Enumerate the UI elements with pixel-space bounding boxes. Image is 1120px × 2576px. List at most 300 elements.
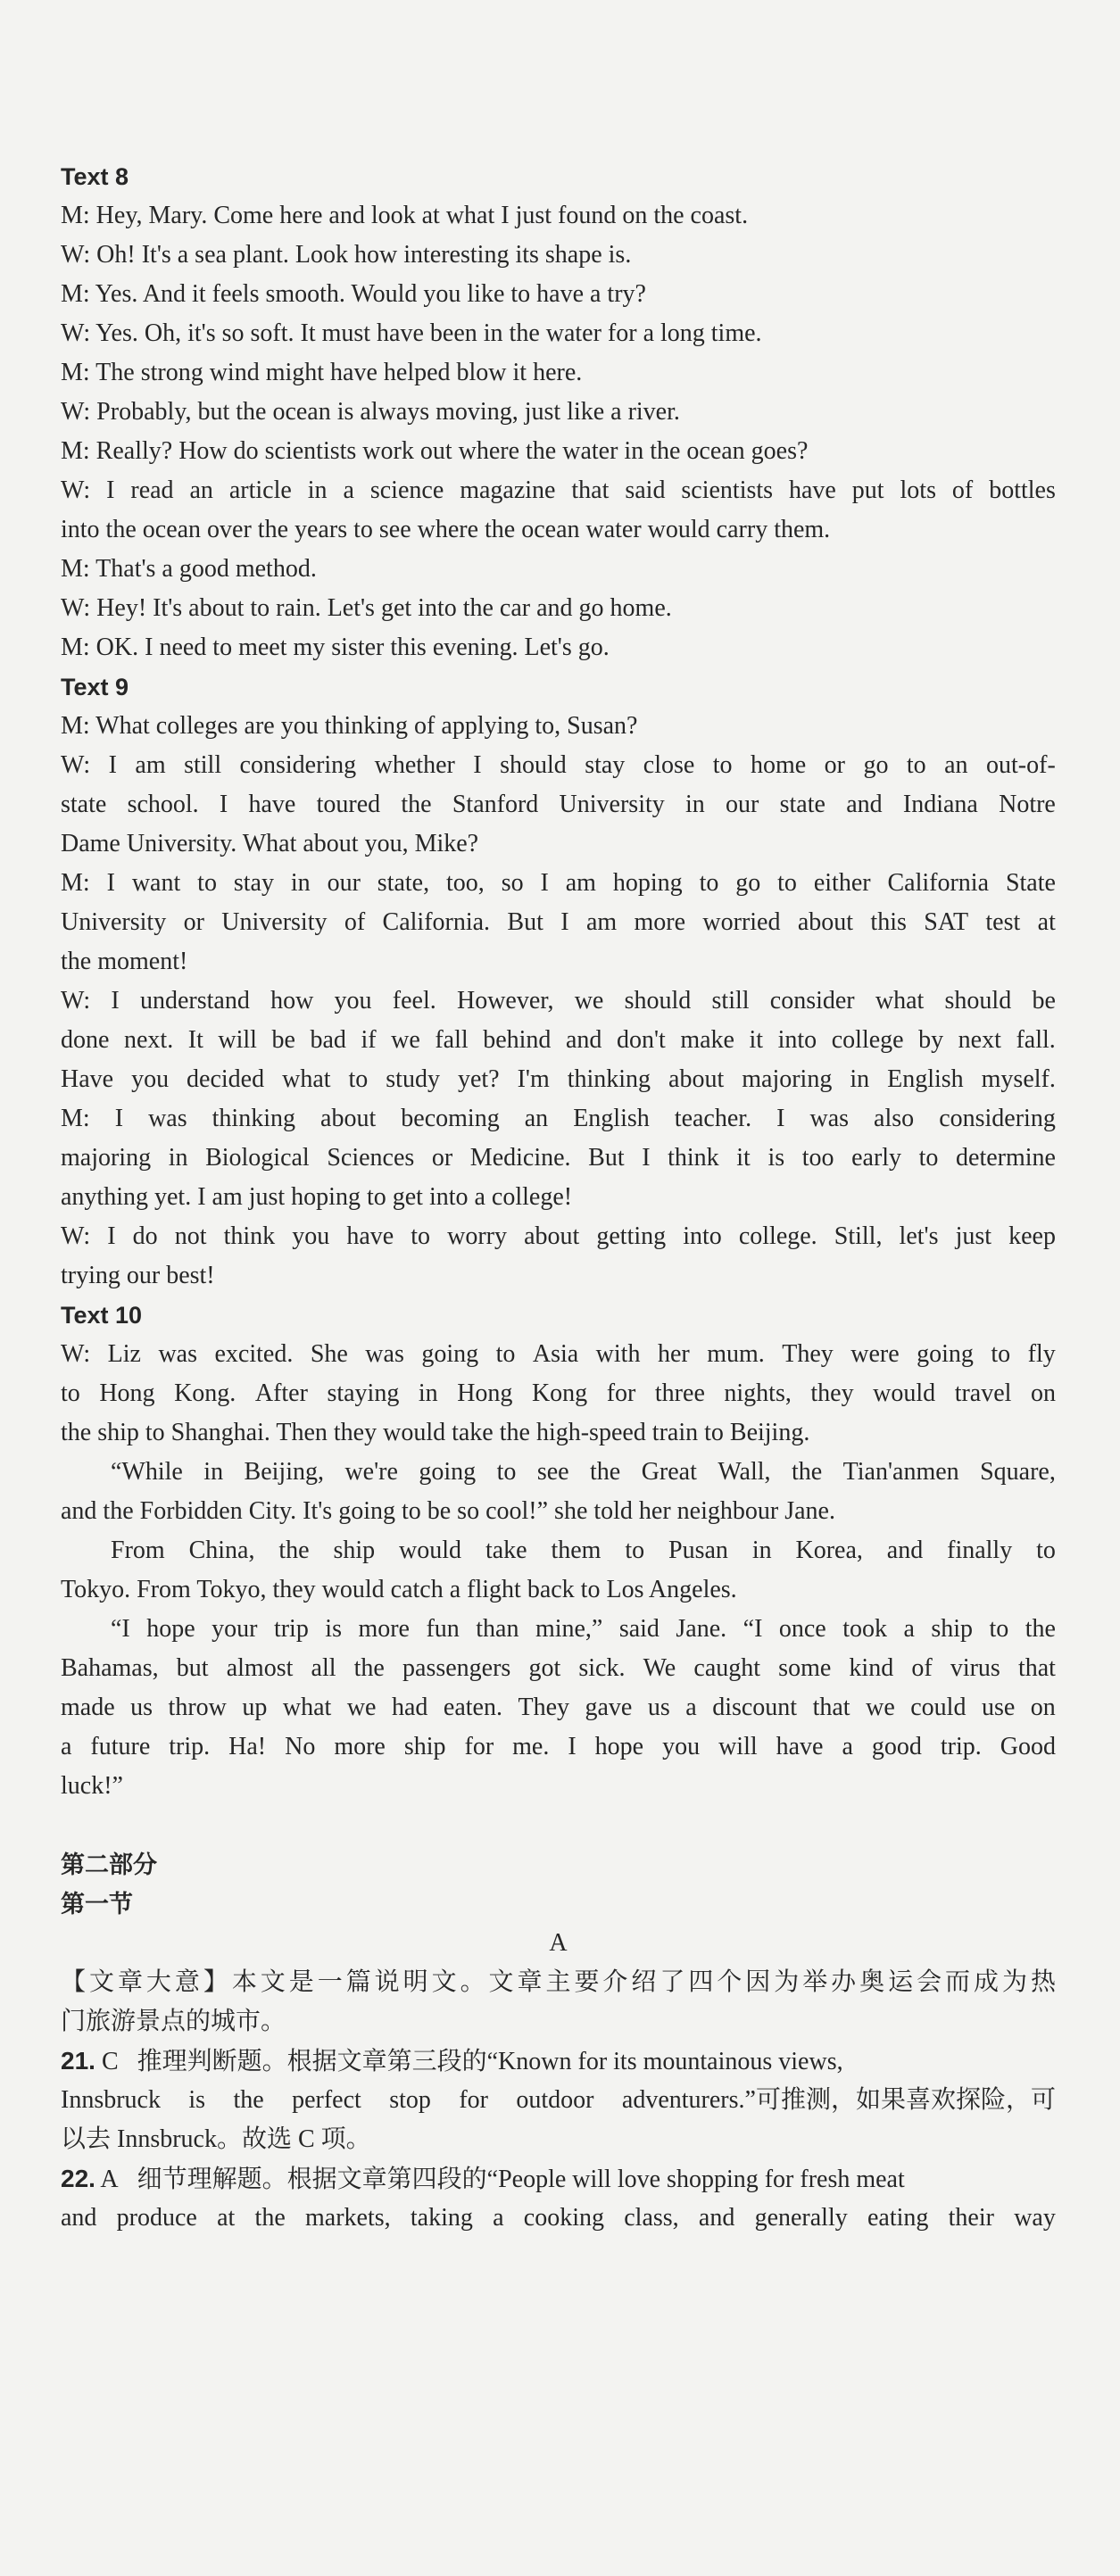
word: way xyxy=(1014,2204,1056,2232)
text10-line: the ship to Shanghai. Then they would take the high-speed train to Beijing. xyxy=(61,1419,810,1446)
word: still xyxy=(711,987,750,1015)
word: hope xyxy=(146,1615,195,1643)
word: up xyxy=(242,1694,268,1721)
word: majoring xyxy=(61,1144,152,1172)
word: the xyxy=(791,1458,823,1486)
word: 一 xyxy=(317,1968,343,1996)
word: I xyxy=(107,1222,116,1250)
word: future xyxy=(90,1733,151,1760)
word: nights, xyxy=(724,1379,792,1407)
word: Have xyxy=(61,1065,114,1093)
word: feel. xyxy=(392,987,436,1015)
word: eaten. xyxy=(443,1694,502,1721)
word: or xyxy=(183,908,204,936)
word: was xyxy=(158,1340,197,1368)
word: virus xyxy=(950,1654,1000,1682)
word: hoping xyxy=(612,869,683,897)
text10-line xyxy=(61,1688,1056,1727)
word: 为 xyxy=(774,1968,800,1996)
word: too, xyxy=(446,869,485,897)
word: were xyxy=(850,1340,900,1368)
text9-line xyxy=(61,1217,1056,1256)
word: to xyxy=(1036,1536,1056,1564)
word: for xyxy=(459,2086,488,2114)
word: to xyxy=(197,869,217,897)
word: excited. xyxy=(214,1340,294,1368)
word: going xyxy=(421,1340,479,1368)
word: how xyxy=(270,987,314,1015)
word: But xyxy=(507,908,543,936)
word: read xyxy=(130,476,174,504)
word: 介 xyxy=(602,1968,628,1996)
word: also xyxy=(874,1105,915,1132)
word: gave xyxy=(585,1694,633,1721)
word: too xyxy=(801,1144,834,1172)
word: that xyxy=(1017,1654,1056,1682)
word: decided xyxy=(187,1065,265,1093)
word: Wall, xyxy=(718,1458,771,1486)
word: a xyxy=(842,1733,853,1760)
word: Kong xyxy=(531,1379,588,1407)
word: 【 xyxy=(61,1968,87,1996)
word: and xyxy=(846,791,883,818)
word: more xyxy=(634,908,686,936)
word: ship xyxy=(333,1536,376,1564)
word: you xyxy=(292,1222,330,1250)
text10-section xyxy=(61,1296,1056,1806)
word: our xyxy=(327,869,361,897)
word: considering xyxy=(939,1105,1056,1132)
word: have xyxy=(248,791,296,818)
word: outdoor xyxy=(516,2086,594,2114)
word: markets, xyxy=(305,2204,391,2232)
word: However, xyxy=(456,987,554,1015)
word: myself. xyxy=(981,1065,1056,1093)
word: am xyxy=(565,869,596,897)
text8-line: M: That's a good method. xyxy=(61,555,317,583)
text9-line xyxy=(61,1099,1056,1139)
q21-text: 推理判断题。根据文章第三段的“Known for its mountainous views, xyxy=(137,2048,843,2075)
word: 明 xyxy=(402,1968,428,1996)
word: study xyxy=(386,1065,440,1093)
word: in xyxy=(850,1065,870,1093)
word: University xyxy=(61,908,167,936)
word: college xyxy=(831,1026,904,1054)
text10-line xyxy=(61,1335,1056,1374)
word: After xyxy=(254,1379,308,1407)
part-heading: 第二部分 xyxy=(61,1851,157,1878)
word: 热 xyxy=(1030,1968,1056,1996)
word: said xyxy=(625,476,666,504)
word: state, xyxy=(377,869,430,897)
text8-line: M: OK. I need to meet my sister this evening. Let's go. xyxy=(61,634,610,661)
word: I xyxy=(568,1733,577,1760)
word: in xyxy=(168,1144,188,1172)
word: that xyxy=(571,476,610,504)
word: once xyxy=(778,1615,826,1643)
word: to xyxy=(699,869,719,897)
text8-line: M: Really? How do scientists work out where the water in the ocean goes? xyxy=(61,437,809,465)
word: have xyxy=(346,1222,394,1250)
word: getting xyxy=(596,1222,667,1250)
part2-section xyxy=(61,1845,1056,2238)
word: 章 xyxy=(517,1968,543,1996)
word: W: xyxy=(61,1222,91,1250)
word: in xyxy=(290,869,311,897)
word: I xyxy=(540,869,549,897)
word: becoming xyxy=(401,1105,500,1132)
word: good xyxy=(871,1733,922,1760)
word: 了 xyxy=(660,1968,685,1996)
word: 为 xyxy=(1001,1968,1027,1996)
word: want xyxy=(131,869,181,897)
word: made xyxy=(61,1694,115,1721)
passage-label: A xyxy=(549,1929,568,1957)
word: Bahamas, xyxy=(61,1654,159,1682)
word: scientists xyxy=(681,476,774,504)
word: toured xyxy=(316,791,381,818)
text8-line: M: The strong wind might have helped blow it here. xyxy=(61,359,583,386)
word: fly xyxy=(1027,1340,1056,1368)
word: and xyxy=(565,1026,602,1054)
word: considering xyxy=(239,751,357,779)
text9-line xyxy=(61,1060,1056,1099)
word: college. xyxy=(738,1222,817,1250)
text9-line: anything yet. I am just hoping to get into a college! xyxy=(61,1183,573,1211)
word: Kong. xyxy=(174,1379,236,1407)
word: could xyxy=(910,1694,967,1721)
text8-line: W: Probably, but the ocean is always moving, just like a river. xyxy=(61,398,680,426)
word: 四 xyxy=(688,1968,714,1996)
word: “I xyxy=(111,1615,130,1643)
word: to xyxy=(348,1065,369,1093)
word: M: xyxy=(61,869,90,897)
word: kind xyxy=(849,1654,894,1682)
word: Good xyxy=(1000,1733,1056,1760)
word: an xyxy=(944,751,968,779)
word: in xyxy=(418,1379,438,1407)
word: Liz xyxy=(107,1340,141,1368)
word: determine xyxy=(956,1144,1056,1172)
word: keep xyxy=(1008,1222,1056,1250)
word: put xyxy=(851,476,884,504)
text9-line xyxy=(61,746,1056,785)
word: W: xyxy=(61,1340,91,1368)
word: you xyxy=(334,987,372,1015)
text10-line xyxy=(61,1531,1056,1570)
word: make xyxy=(680,1026,734,1054)
word: English xyxy=(573,1105,650,1132)
word: going xyxy=(917,1340,974,1368)
word: about xyxy=(320,1105,377,1132)
word: 意 xyxy=(174,1968,200,1996)
word: home xyxy=(750,751,807,779)
word: or xyxy=(824,751,845,779)
word: But xyxy=(588,1144,625,1172)
word: see xyxy=(536,1458,569,1486)
word: done xyxy=(61,1026,110,1054)
word: generally xyxy=(754,2204,848,2232)
word: fall. xyxy=(1016,1026,1056,1054)
word: your xyxy=(212,1615,258,1643)
word: we xyxy=(866,1694,895,1721)
word: SAT xyxy=(924,908,969,936)
word: 会 xyxy=(917,1968,942,1996)
word: I xyxy=(114,1105,124,1132)
word: about xyxy=(524,1222,580,1250)
word: consider xyxy=(769,987,855,1015)
word: 文 xyxy=(88,1968,114,1996)
text9-heading: Text 9 xyxy=(61,674,129,700)
word: travel xyxy=(954,1379,1012,1407)
text10-heading: Text 10 xyxy=(61,1302,143,1329)
text8-line: W: Hey! It's about to rain. Let's get into the car and go home. xyxy=(61,594,672,622)
word: for xyxy=(464,1733,494,1760)
word: think xyxy=(223,1222,276,1250)
word: 个 xyxy=(717,1968,743,1996)
word: magazine xyxy=(460,476,556,504)
word: next. xyxy=(123,1026,174,1054)
word: a xyxy=(343,476,354,504)
word: it xyxy=(749,1026,764,1054)
word: They xyxy=(518,1694,569,1721)
word: should xyxy=(624,987,692,1015)
word: for xyxy=(606,1379,636,1407)
word: don't xyxy=(616,1026,666,1054)
text8-line: into the ocean over the years to see where the ocean water would carry them. xyxy=(61,516,831,543)
word: we xyxy=(391,1026,420,1054)
word: University xyxy=(221,908,328,936)
word: thinking xyxy=(567,1065,651,1093)
word: test xyxy=(985,908,1021,936)
word: her xyxy=(657,1340,690,1368)
word: eating xyxy=(867,2204,929,2232)
word: understand xyxy=(139,987,250,1015)
word: going xyxy=(419,1458,477,1486)
word: ship xyxy=(931,1615,974,1643)
word: 说 xyxy=(374,1968,400,1996)
word: early xyxy=(851,1144,902,1172)
word: I xyxy=(776,1105,785,1132)
word: in xyxy=(203,1458,224,1486)
word: majoring xyxy=(742,1065,833,1093)
text10-line: Tokyo. From Tokyo, they would catch a flight back to Los Angeles. xyxy=(61,1576,737,1603)
word: University xyxy=(559,791,665,818)
word: 绍 xyxy=(631,1968,657,1996)
text10-line xyxy=(61,1453,1056,1492)
word: produce xyxy=(116,2204,197,2232)
word: fall xyxy=(435,1026,469,1054)
word: article xyxy=(228,476,292,504)
word: have xyxy=(776,1733,824,1760)
word: fun xyxy=(426,1615,460,1643)
word: go xyxy=(735,869,761,897)
word: at xyxy=(1037,908,1056,936)
word: State xyxy=(1005,869,1056,897)
word: should xyxy=(500,751,567,779)
word: Medicine. xyxy=(469,1144,571,1172)
word: Stanford xyxy=(452,791,539,818)
word: the xyxy=(254,2204,286,2232)
word: still xyxy=(184,751,222,779)
word: 成 xyxy=(974,1968,1000,1996)
word: the xyxy=(353,1654,385,1682)
word: on xyxy=(1030,1694,1056,1721)
word: our xyxy=(726,791,759,818)
word: class, xyxy=(624,2204,679,2232)
word: but xyxy=(176,1654,209,1682)
word: 是 xyxy=(288,1968,314,1996)
word: 而 xyxy=(945,1968,971,1996)
word: at xyxy=(217,2204,236,2232)
text10-line xyxy=(61,1649,1056,1688)
word: of xyxy=(951,476,974,504)
word: just xyxy=(955,1222,992,1250)
word: almost xyxy=(226,1654,294,1682)
word: yet? xyxy=(457,1065,500,1093)
word: mum. xyxy=(707,1340,765,1368)
word: state xyxy=(61,791,107,818)
word: think xyxy=(668,1144,719,1172)
text10-line xyxy=(61,1727,1056,1767)
word: a xyxy=(903,1615,915,1643)
text9-line xyxy=(61,903,1056,942)
word: into xyxy=(777,1026,817,1054)
text8-line: M: Yes. And it feels smooth. Would you like to have a try? xyxy=(61,280,646,308)
word: to xyxy=(496,1458,517,1486)
word: about xyxy=(797,908,854,936)
word: She xyxy=(310,1340,348,1368)
word: Jane. xyxy=(676,1615,727,1643)
word: school. xyxy=(127,791,199,818)
word: Notre xyxy=(999,791,1056,818)
word: Beijing, xyxy=(244,1458,324,1486)
word: California xyxy=(887,869,990,897)
word: in xyxy=(751,1536,772,1564)
word: an xyxy=(524,1105,549,1132)
word: China, xyxy=(188,1536,255,1564)
word: “I xyxy=(743,1615,763,1643)
word: 主 xyxy=(545,1968,571,1996)
word: Hong xyxy=(99,1379,155,1407)
word: am xyxy=(585,908,618,936)
word: next xyxy=(958,1026,1001,1054)
text10-line: luck!” xyxy=(61,1772,123,1800)
word: 。 xyxy=(460,1968,485,1996)
text9-line xyxy=(61,982,1056,1021)
word: Asia xyxy=(532,1340,579,1368)
word: not xyxy=(174,1222,207,1250)
word: It xyxy=(187,1026,203,1054)
text9-line xyxy=(61,1021,1056,1060)
word: about xyxy=(668,1065,725,1093)
word: and xyxy=(886,1536,924,1564)
word: I xyxy=(642,1144,651,1172)
word: bad xyxy=(310,1026,346,1054)
word: you xyxy=(131,1065,170,1093)
word: took xyxy=(842,1615,887,1643)
word: to xyxy=(906,751,926,779)
word: Hong xyxy=(457,1379,513,1407)
word: caught xyxy=(693,1654,761,1682)
text9-line xyxy=(61,864,1056,903)
word: is xyxy=(325,1615,342,1643)
word: Biological xyxy=(205,1144,310,1172)
word: worry xyxy=(447,1222,507,1250)
word: finally xyxy=(947,1536,1013,1564)
word: I xyxy=(219,791,228,818)
text8-line: W: Yes. Oh, it's so soft. It must have been in the water for a long time. xyxy=(61,319,762,347)
word: us xyxy=(647,1694,670,1721)
word: do xyxy=(132,1222,158,1250)
text10-line: and the Forbidden City. It's going to be so cool!” she told her neighbour Jane. xyxy=(61,1497,835,1525)
word: to xyxy=(61,1379,80,1407)
q22-line xyxy=(61,2159,1056,2199)
word: 本 xyxy=(231,1968,257,1996)
word: cooking xyxy=(523,2204,604,2232)
word: we xyxy=(346,1694,377,1721)
word: Pusan xyxy=(668,1536,728,1564)
word: than xyxy=(476,1615,519,1643)
text9-line: the moment! xyxy=(61,948,188,975)
word: sick. xyxy=(578,1654,626,1682)
word: close xyxy=(643,751,695,779)
word: so xyxy=(501,869,524,897)
word: Still, xyxy=(834,1222,883,1250)
word: let's xyxy=(899,1222,939,1250)
word: an xyxy=(189,476,213,504)
text9-line: Dame University. What about you, Mike? xyxy=(61,830,479,857)
word: and xyxy=(698,2204,735,2232)
word: 篇 xyxy=(345,1968,371,1996)
word: was xyxy=(809,1105,850,1132)
word: have xyxy=(789,476,836,504)
word: W: xyxy=(61,751,91,779)
word: 奥 xyxy=(859,1968,885,1996)
word: teacher. xyxy=(674,1105,752,1132)
word: their xyxy=(948,2204,994,2232)
word: you xyxy=(662,1733,701,1760)
word: it xyxy=(736,1144,751,1172)
word: out-of- xyxy=(986,751,1056,779)
word: by xyxy=(918,1026,944,1054)
q21-number: 21. xyxy=(61,2047,95,2075)
word: ship xyxy=(403,1733,446,1760)
word: will xyxy=(218,1026,257,1054)
word: the xyxy=(278,1536,310,1564)
word: what xyxy=(282,1694,332,1721)
word: thinking xyxy=(212,1105,295,1132)
word: more xyxy=(334,1733,386,1760)
word: We xyxy=(643,1654,676,1682)
word: to xyxy=(991,1340,1011,1368)
q21-line: 以去 Innsbruck。故选 C 项。 xyxy=(61,2125,371,2153)
word: throw xyxy=(168,1694,227,1721)
word: taking xyxy=(410,2204,473,2232)
word: I xyxy=(473,751,482,779)
word: 办 xyxy=(831,1968,857,1996)
word: that xyxy=(812,1694,850,1721)
word: discount xyxy=(712,1694,798,1721)
word: they xyxy=(810,1379,854,1407)
word: should xyxy=(944,987,1012,1015)
text9-section xyxy=(61,667,1056,1296)
word: I xyxy=(108,751,117,779)
word: Square, xyxy=(980,1458,1056,1486)
word: 章 xyxy=(117,1968,143,1996)
word: Innsbruck xyxy=(61,2086,161,2114)
word: into xyxy=(683,1222,722,1250)
